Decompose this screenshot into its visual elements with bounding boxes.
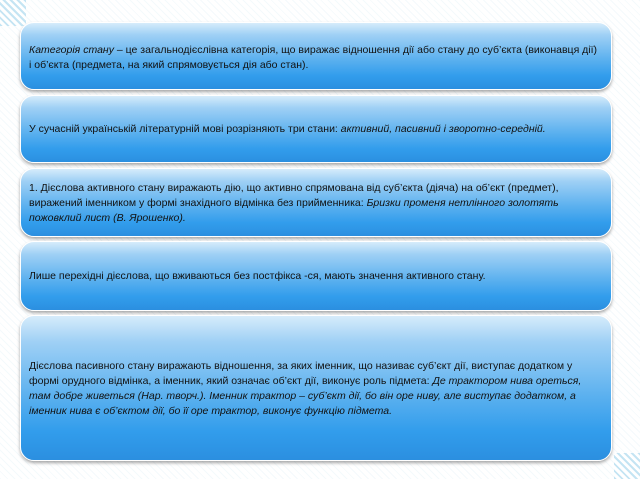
- text-box-4: [20, 241, 612, 311]
- corner-decoration-top-left: [0, 0, 26, 26]
- text-segment: 1. Дієслова активного стану виражають дію, що активно спрямована від суб’єкта (діяча) на об’єкт (предмет), виражений іменником у формі знахідного відмінка без прийменника:: [29, 182, 559, 209]
- text-box-1: [20, 22, 612, 90]
- text-box-2: [20, 95, 612, 163]
- paragraph-three-voices: [29, 122, 546, 137]
- text-segment: Лише перехідні дієслова, що вживаються без постфікса -ся, мають значення активного стану.: [29, 269, 486, 282]
- text-box-3: [20, 168, 612, 237]
- text-segment: У сучасній українській літературній мові розрізняють три стани:: [29, 122, 341, 135]
- text-segment: Категорія стану: [29, 44, 114, 56]
- text-segment: Дієслова пасивного стану виражають відношення, за яких іменник, що називає суб’єкт дії, виступає додатком у формі орудного відмінка, а іменник, який означає об’єкт дії, виконує роль підмета:: [29, 360, 573, 387]
- text-segment: – це загальнодієслівна категорія, що виражає відношення дії або стану до суб’єкта (виконавця дії) і об’єкта (предмета, на який спрямовується дія або стан).: [29, 44, 598, 71]
- paragraph-active-voice: [29, 181, 599, 226]
- text-segment: Де трактором нива ореться, там добре живеться (Нар. творч.). Іменник трактор – суб’єкт дії, бо він оре ниву, але виступає додатком, а іменник нива є об’єктом дії, бо її оре трактор, виконує функцію підмета.: [29, 375, 582, 417]
- text-segment: Бризки променя нетлінного золотять пожовклий лист (В. Ярошенко).: [29, 197, 559, 224]
- paragraph-passive-voice: [29, 359, 599, 419]
- paragraph-stan-definition: [29, 43, 599, 73]
- text-box-5: [20, 315, 612, 461]
- paragraph-transitive-verbs: [29, 269, 486, 284]
- corner-decoration-bottom-right: [614, 453, 640, 479]
- text-segment: активний, пасивний і зворотно-середній.: [340, 122, 546, 135]
